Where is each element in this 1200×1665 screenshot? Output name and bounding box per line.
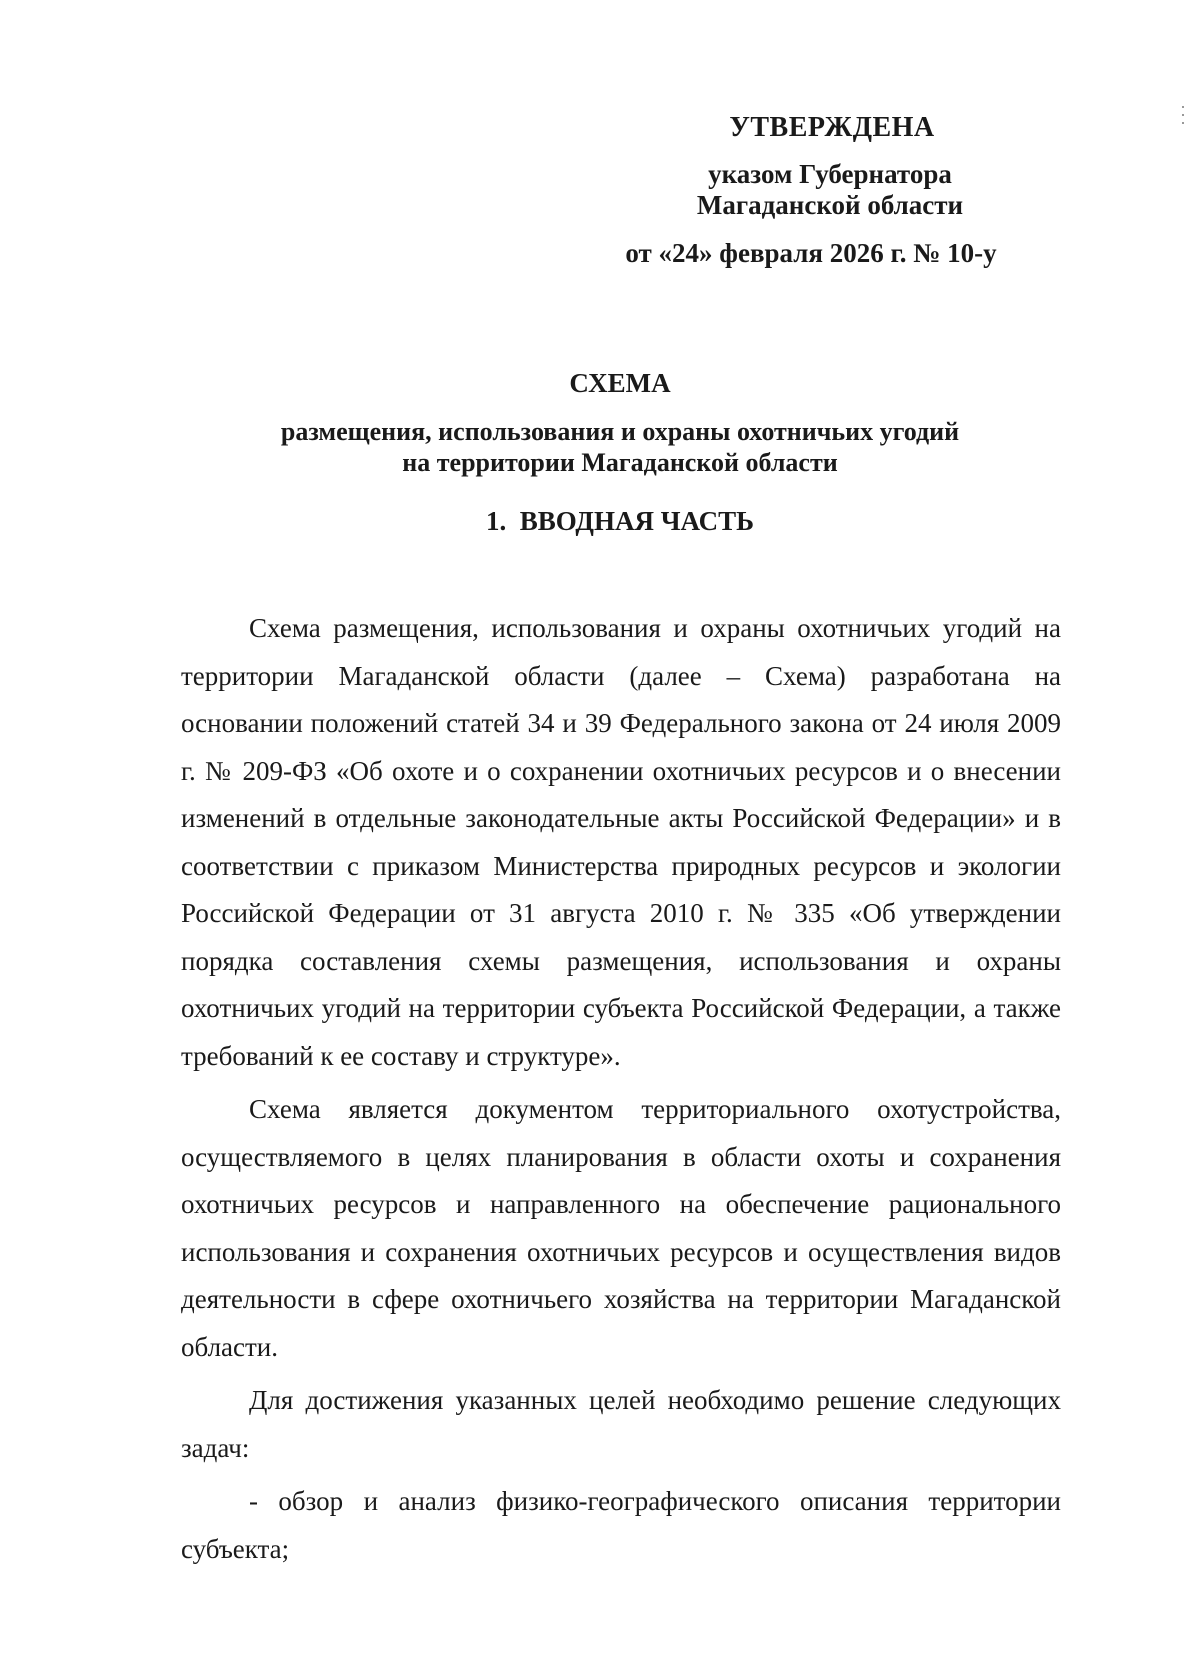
approval-by-line-1: указом Губернатора: [708, 159, 952, 189]
paragraph-tasks-lead: Для достижения указанных целей необходимо решение следующих задач:: [181, 1385, 1061, 1463]
scan-artifact: [1180, 100, 1186, 140]
approval-stamp: [620, 112, 1040, 269]
paragraph-purpose: Схема является документом территориального охотустройства, осуществляемого в целях планирования в области охоты и сохранения охотничьих ресурсов и направленного на обеспечение рационального использования и сохранения охотничьих ресурсов и осуществления видов деятельности в сфере охотничьего хозяйства на территории Магаданской области.: [181, 1094, 1061, 1362]
approval-status: УТВЕРЖДЕНА: [729, 112, 935, 143]
paragraph-intro: Схема размещения, использования и охраны охотничьих угодий на территории Магаданской области (далее – Схема) разработана на основании положений статей 34 и 39 Федерального закона от 24 июля 2009 г. № 209-ФЗ «Об охоте и о сохранении охотничьих ресурсов и о внесении изменений в отдельные законодательные акты Российской Федерации» и в соответствии с приказом Министерства природных ресурсов и экологии Российской Федерации от 31 августа 2010 г. № 335 «Об утверждении порядка составления схемы размещения, использования и охраны охотничьих угодий на территории субъекта Российской Федерации, а также требований к ее составу и структуре».: [181, 613, 1061, 1071]
document-subtitle-line-2: на территории Магаданской области: [402, 448, 838, 477]
document-subtitle-line-1: размещения, использования и охраны охотничьих угодий: [280, 417, 960, 446]
section-heading: 1. ВВОДНАЯ ЧАСТЬ: [485, 506, 755, 536]
document-title: СХЕМА: [569, 368, 671, 398]
paragraph-task-item: - обзор и анализ физико-географического описания территории субъекта;: [181, 1486, 1061, 1564]
approval-by-line-2: Магаданской области: [696, 190, 964, 220]
document-title-block: [170, 368, 1070, 537]
document-body: [181, 605, 1061, 1573]
approval-date: от «24» февраля 2026 г. № 10-у: [625, 238, 997, 268]
